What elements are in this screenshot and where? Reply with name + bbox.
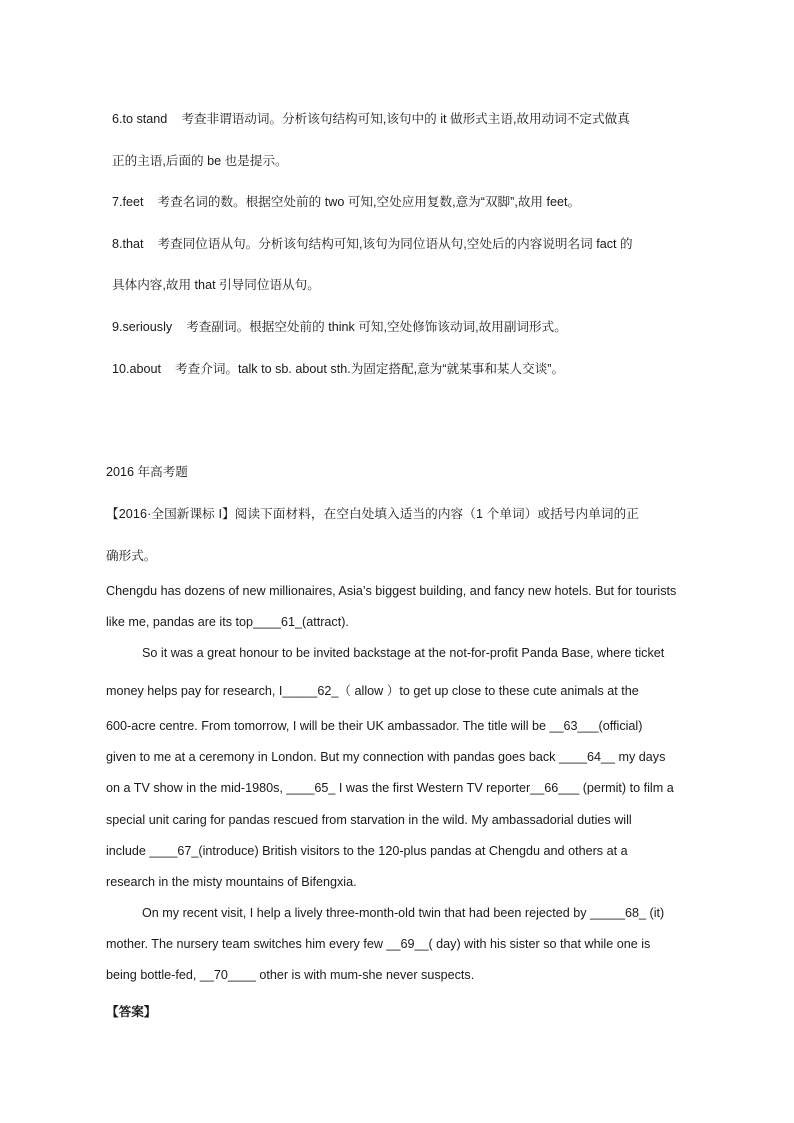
passage-line-1: Chengdu has dozens of new millionaires, Asia’s biggest building, and fancy new hotels. But for tourists [106,584,677,598]
answer-6-explanation: 考查非谓语动词。分析该句结构可知,该句中的 it 做形式主语,故用动词不定式做真 [181,112,630,126]
answer-7-line [112,194,580,210]
passage-line-7: on a TV show in the mid-1980s, ____65_ I was the first Western TV reporter__66___ (permit) to film a [106,781,674,795]
answer-9-explanation: 考查副词。根据空处前的 think 可知,空处修饰该动词,故用副词形式。 [186,320,567,334]
passage-line-8: special unit caring for pandas rescued from starvation in the wild. My ambassadorial duties will [106,813,632,827]
answer-9-line [112,319,567,335]
answer-10-explanation: 考查介词。talk to sb. about sth.为固定搭配,意为“就某事和某人交谈”。 [175,362,565,376]
answer-10-line [112,361,564,377]
answer-6-key: 6.to stand [112,112,168,126]
answer-6-line [112,111,630,127]
answer-6-continuation [112,153,288,169]
answer-9-key: 9.seriously [112,320,173,334]
answer-7-explanation: 考查名词的数。根据空处前的 two 可知,空处应用复数,意为“双脚”,故用 feet。 [157,195,581,209]
question-header-line1: 【2016·全国新课标 I】阅读下面材料，在空白处填入适当的内容（1 个单词）或括号内单词的正 [106,507,639,521]
passage-line-5: 600-acre centre. From tomorrow, I will be their UK ambassador. The title will be __63___(official) [106,719,643,733]
passage-line-12: mother. The nursery team switches him every few __69__( day) with his sister so that while one is [106,937,651,951]
answer-8-explanation-cont: 具体内容,故用 that 引导同位语从句。 [112,278,320,292]
passage-line-3: So it was a great honour to be invited backstage at the not-for-profit Panda Base, where ticket [142,646,665,660]
answer-8-continuation [112,277,320,293]
passage-line-4: money helps pay for research, I_____62_（ allow ）to get up close to these cute animals at the [106,684,639,698]
answer-8-line [112,236,633,252]
question-header-line2: 确形式。 [106,549,157,563]
answer-10-key: 10.about [112,362,162,376]
passage-line-13: being bottle-fed, __70____ other is with mum-she never suspects. [106,968,475,982]
answer-8-key: 8.that [112,237,144,251]
answer-7-key: 7.feet [112,195,144,209]
passage-line-10: research in the misty mountains of Bifengxia. [106,875,357,889]
passage-line-11: On my recent visit, I help a lively three-month-old twin that had been rejected by _____68_ (it) [142,906,665,920]
passage-line-2: like me, pandas are its top____61_(attract). [106,615,349,629]
answer-8-explanation: 考查同位语从句。分析该句结构可知,该句为同位语从句,空处后的内容说明名词 fact 的 [157,237,633,251]
passage-line-6: given to me at a ceremony in London. But my connection with pandas goes back ____64__ my days [106,750,666,764]
answer-label: 【答案】 [106,1005,157,1019]
section-title: 2016 年高考题 [106,465,188,479]
answer-6-explanation-cont: 正的主语,后面的 be 也是提示。 [112,154,288,168]
passage-line-9: include ____67_(introduce) British visitors to the 120-plus pandas at Chengdu and others at a [106,844,628,858]
